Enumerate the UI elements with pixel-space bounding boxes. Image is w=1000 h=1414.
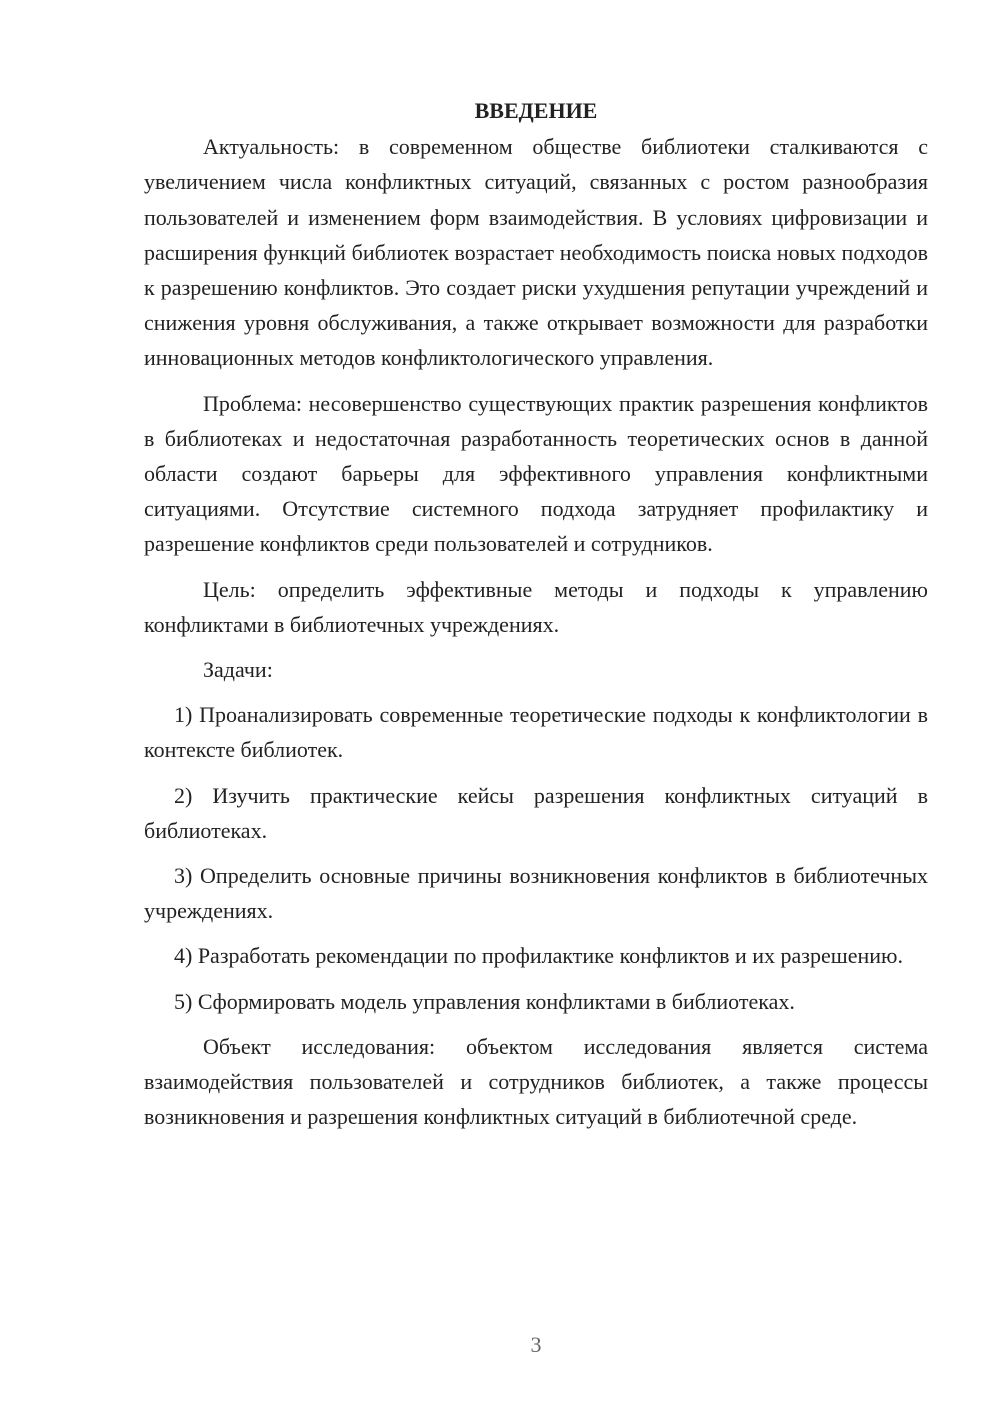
paragraph-research-object: Объект исследования: объектом исследования является система взаимодействия пользователей и сотрудников библиотек, а также процессы возникновения и разрешения конфликтных ситуаций в библиотечной среде. <box>144 1033 928 1130</box>
task-item-1: 1) Проанализировать современные теоретические подходы к конфликтологии в контексте библиотек. <box>144 702 928 763</box>
page-number: 3 <box>530 1332 542 1357</box>
section-title: ВВЕДЕНИЕ <box>474 98 598 123</box>
paragraph-problem: Проблема: несовершенство существующих практик разрешения конфликтов в библиотеках и недостаточная разработанность теоретических основ в данной области создают барьеры для эффективного управления конфликтными ситуациями. Отсутствие системного подхода затрудняет профилактику и разрешение конфликтов среди пользователей и сотрудников. <box>144 390 928 557</box>
paragraph-relevance: Актуальность: в современном обществе библиотеки сталкиваются с увеличением числа конфликтных ситуаций, связанных с ростом разнообразия пользователей и изменением форм взаимодействия. В условиях цифровизации и расширения функций библиотек возрастает необходимость поиска новых подходов к разрешению конфликтов. Это создает риски ухудшения репутации учреждений и снижения уровня обслуживания, а также открывает возможности для разработки инновационных методов конфликтологического управления. <box>144 134 928 371</box>
task-item-3: 3) Определить основные причины возникновения конфликтов в библиотечных учреждениях. <box>144 863 928 924</box>
document-body <box>144 93 928 1144</box>
task-item-2: 2) Изучить практические кейсы разрешения конфликтных ситуаций в библиотеках. <box>144 782 928 843</box>
paragraph-goal: Цель: определить эффективные методы и подходы к управлению конфликтами в библиотечных учреждениях. <box>144 576 928 637</box>
task-item-4: 4) Разработать рекомендации по профилактике конфликтов и их разрешению. <box>174 943 903 969</box>
paragraph-tasks-heading: Задачи: <box>203 657 273 683</box>
task-item-5: 5) Сформировать модель управления конфликтами в библиотеках. <box>174 988 795 1014</box>
